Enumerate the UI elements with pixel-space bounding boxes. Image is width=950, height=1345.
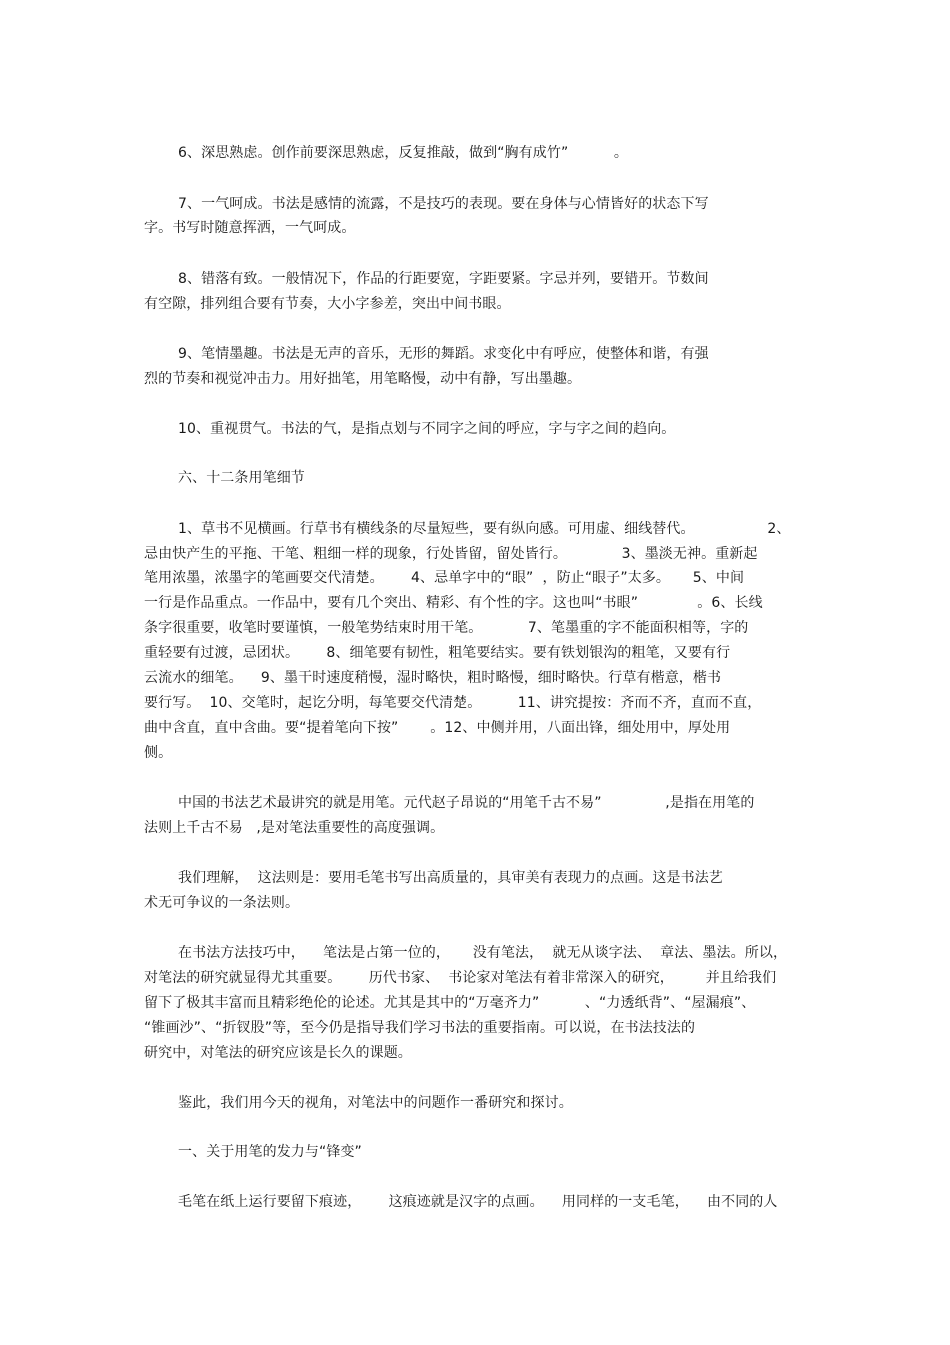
text-line: 我们理解， 这法则是：要用毛笔书写出高质量的，具审美有表现力的点画。这是书法艺 (178, 870, 723, 886)
text-line: 侧。 (144, 745, 173, 761)
text-line: 一行是作品重点。一作品中，要有几个突出、精彩、有个性的字。这也叫“书眼” 。6、长线 (144, 595, 763, 611)
text-line: 法则上千古不易 ,是对笔法重要性的高度强调。 (144, 820, 445, 836)
text-line: 烈的节奏和视觉冲击力。用好拙笔，用笔略慢，动中有静，写出墨趣。 (144, 371, 582, 387)
text-line: 9、笔情墨趣。书法是无声的音乐，无形的舞蹈。求变化中有呼应，使整体和谐，有强 (178, 346, 709, 362)
text-line: 1、草书不见横画。行草书有横线条的尽量短些，要有纵向感。可用虚、细线替代。 2、 (178, 521, 791, 537)
text-line: 笔用浓墨，浓墨字的笔画要交代清楚。 4、忌单字中的“眼” ，防止“眼子”太多。 5、中间 (144, 570, 745, 586)
text-line: 术无可争议的一条法则。 (144, 895, 300, 911)
text-line: 重轻要有过渡，忌团状。 8、细笔要有韧性，粗笔要结实。要有铁划银沟的粗笔，又要有行 (144, 645, 731, 661)
text-line: 7、一气呵成。书法是感情的流露，不是技巧的表现。要在身体与心情皆好的状态下写 (178, 196, 709, 212)
section-heading: 一、关于用笔的发力与“锋变” (178, 1144, 362, 1160)
text-line: 10、重视贯气。书法的气，是指点划与不同字之间的呼应，字与字之间的趋向。 (178, 421, 676, 437)
text-line: 8、错落有致。一般情况下，作品的行距要宽，字距要紧。字忌并列，要错开。节数间 (178, 271, 709, 287)
text-line: 对笔法的研究就显得尤其重要。 历代书家、 书论家对笔法有着非常深入的研究， 并且给我们 (144, 970, 777, 986)
text-line: 忌由快产生的平拖、干笔、粗细一样的现象，行处皆留，留处皆行。 3、墨淡无神。重新起 (144, 546, 758, 562)
section-heading: 六、十二条用笔细节 (178, 470, 305, 486)
text-line: 毛笔在纸上运行要留下痕迹， 这痕迹就是汉字的点画。 用同样的一支毛笔， 由不同的人 (178, 1194, 778, 1210)
text-line: “锥画沙”、“折钗股”等，至今仍是指导我们学习书法的重要指南。可以说，在书法技法的 (144, 1020, 696, 1036)
text-line: 6、深思熟虑。创作前要深思熟虑，反复推敲，做到“胸有成竹” 。 (178, 145, 628, 161)
text-line: 条字很重要，收笔时要谨慎，一般笔势结束时用干笔。 7、笔墨重的字不能面积相等，字的 (144, 620, 749, 636)
text-line: 云流水的细笔。 9、墨干时速度稍慢，湿时略快，粗时略慢，细时略快。行草有楷意，楷书 (144, 670, 722, 686)
text-line: 中国的书法艺术最讲究的就是用笔。元代赵子昂说的“用笔千古不易” ,是指在用笔的 (178, 795, 755, 811)
text-line: 有空隙，排列组合要有节奏，大小字参差，突出中间书眼。 (144, 296, 511, 312)
text-line: 要行写。 10、交笔时，起讫分明，每笔要交代清楚。 11、讲究提按：齐而不齐，直而不直， (144, 695, 762, 711)
text-line: 留下了极其丰富而且精彩绝伦的论述。尤其是其中的“万毫齐力” 、“力透纸背”、“屋漏痕”、 (144, 995, 756, 1011)
text-line: 字。书写时随意挥洒，一气呵成。 (144, 220, 356, 236)
text-line: 鉴此，我们用今天的视角，对笔法中的问题作一番研究和探讨。 (178, 1095, 573, 1111)
text-line: 在书法方法技巧中， 笔法是占第一位的， 没有笔法， 就无从谈字法、 章法、墨法。所以， (178, 945, 788, 961)
text-line: 曲中含直，直中含曲。要“提着笔向下按” 。12、中侧并用，八面出锋，细处用中，厚处用 (144, 720, 731, 736)
text-line: 研究中，对笔法的研究应该是长久的课题。 (144, 1045, 412, 1061)
